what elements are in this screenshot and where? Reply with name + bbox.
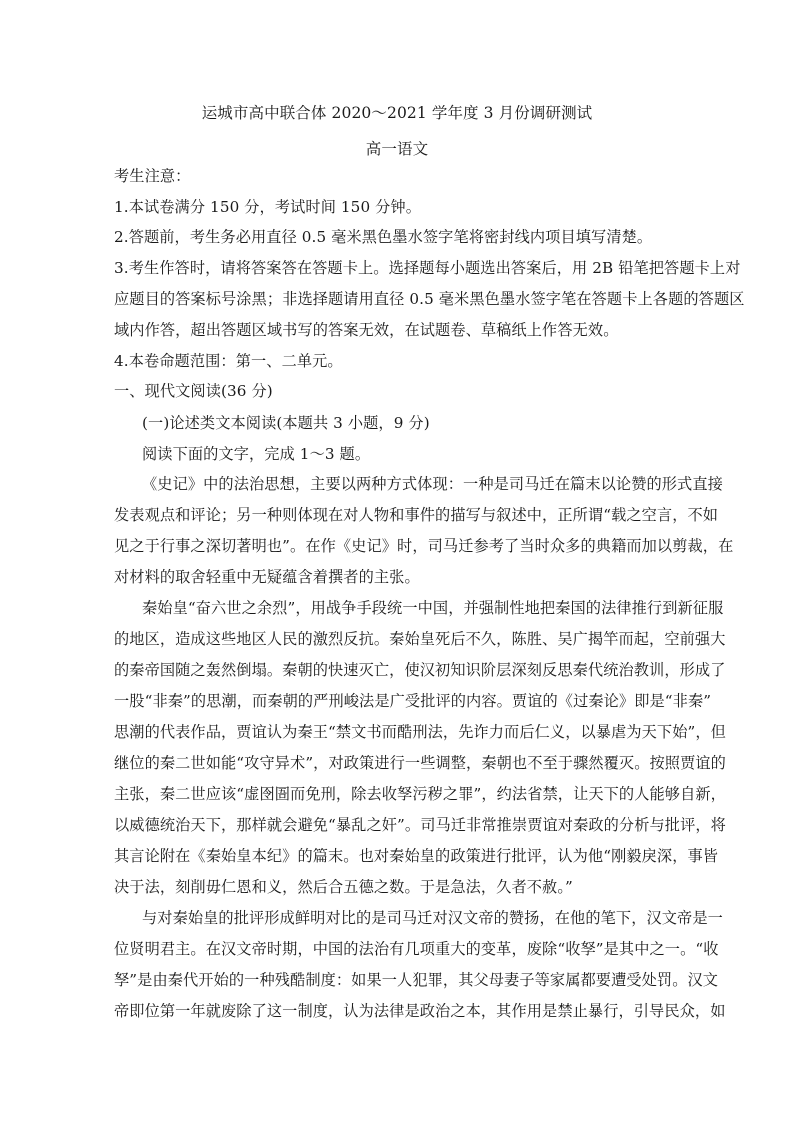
passage-line: 以威德统治天下，那样就会避免“暴乱之奸”。司马迁非常推崇贾谊对秦政的分析与批评，将 [114, 816, 726, 834]
passage-line: 的地区，造成这些地区人民的激烈反抗。秦始皇死后不久，陈胜、吴广揭竿而起，空前强大 [114, 630, 726, 648]
passage-line: 其言论附在《秦始皇本纪》的篇末。也对秦始皇的政策进行批评，认为他“刚毅戾深，事皆 [114, 847, 719, 865]
reading-instruction: 阅读下面的文字，完成 1～3 题。 [142, 445, 371, 463]
section-heading: 一、现代文阅读(36 分) [114, 382, 273, 400]
notice-item: 应题目的答案标号涂黑；非选择题请用直径 0.5 毫米黑色墨水签字笔在答题卡上各题的答题区 [114, 290, 745, 308]
subject-title: 高一语文 [365, 140, 429, 158]
passage-line: 决于法，刻削毋仁恩和义，然后合五德之数。于是急法，久者不赦。” [114, 878, 573, 896]
passage-line: 与对秦始皇的批评形成鲜明对比的是司马迁对汉文帝的赞扬，在他的笔下，汉文帝是一 [142, 909, 723, 927]
notice-heading: 考生注意： [114, 167, 191, 185]
notice-item: 3.考生作答时，请将答案答在答题卡上。选择题每小题选出答案后，用 2B 铅笔把答题卡上对 [114, 259, 741, 277]
passage-line: 孥”是由秦代开始的一种残酷制度：如果一人犯罪，其父母妻子等家属都要遭受处罚。汉文 [114, 971, 719, 989]
passage-line: 主张，秦二世应该“虚囹圄而免刑，除去收孥污秽之罪”，约法省禁，让天下的人能够自新， [114, 785, 726, 803]
passage-line: 位贤明君主。在汉文帝时期，中国的法治有几项重大的变革，废除“收孥”是其中之一。“收 [114, 940, 719, 958]
passage-line: 帝即位第一年就废除了这一制度，认为法律是政治之本，其作用是禁止暴行，引导民众，如 [114, 1002, 726, 1020]
notice-item: 1.本试卷满分 150 分，考试时间 150 分钟。 [114, 198, 422, 216]
passage-line: 《史记》中的法治思想，主要以两种方式体现：一种是司马迁在篇末以论赞的形式直接 [142, 475, 723, 493]
passage-line: 一股“非秦”的思潮，而秦朝的严刑峻法是广受批评的内容。贾谊的《过秦论》即是“非秦” [114, 692, 712, 710]
passage-line: 继位的秦二世如能“攻守异术”，对政策进行一些调整，秦朝也不至于骤然覆灭。按照贾谊的 [114, 754, 726, 772]
passage-line: 的秦帝国随之轰然倒塌。秦朝的快速灭亡，使汉初知识阶层深刻反思秦代统治教训，形成了 [114, 661, 726, 679]
section-subheading: (一)论述类文本阅读(本题共 3 小题，9 分) [142, 414, 430, 432]
notice-item: 4.本卷命题范围：第一、二单元。 [114, 352, 343, 370]
passage-line: 见之于行事之深切著明也”。在作《史记》时，司马迁参考了当时众多的典籍而加以剪裁，在 [114, 537, 734, 555]
passage-line: 秦始皇“奋六世之余烈”，用战争手段统一中国，并强制性地把秦国的法律推行到新征服 [142, 599, 724, 617]
exam-title: 运城市高中联合体 2020～2021 学年度 3 月份调研测试 [201, 104, 593, 122]
notice-item: 2.答题前，考生务必用直径 0.5 毫米黑色墨水签字笔将密封线内项目填写清楚。 [114, 228, 653, 246]
passage-line: 发表观点和评论；另一种则体现在对人物和事件的描写与叙述中，正所谓“载之空言，不如 [114, 506, 719, 524]
notice-item: 域内作答，超出答题区域书写的答案无效，在试题卷、草稿纸上作答无效。 [114, 321, 619, 339]
passage-line: 对材料的取舍轻重中无疑蕴含着撰者的主张。 [114, 568, 420, 586]
passage-line: 思潮的代表作品，贾谊认为秦王“禁文书而酷刑法，先诈力而后仁义，以暴虐为天下始”，但 [114, 723, 726, 741]
